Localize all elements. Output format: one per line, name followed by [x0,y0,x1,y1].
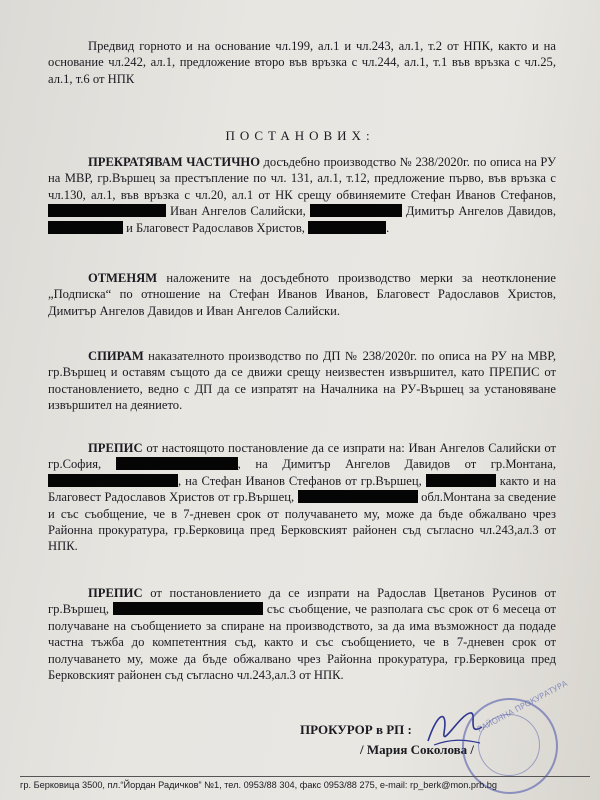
terminate-lead: ПРЕКРАТЯВАМ ЧАСТИЧНО [88,155,261,169]
revoke-text: наложените на досъдебното производство мерки за неотклонение „Подписка“ по отношение на Стефан Иванов Иванов, Благовест Радославов Христов, Димитър Ангелов Давидов и Иван Ангелов Салийски. [48,271,556,318]
suspend-lead: СПИРАМ [88,349,144,363]
redaction-bar [113,602,263,615]
redaction-bar [48,221,123,234]
redaction-bar [116,457,238,470]
paragraph-copy-defendants [48,440,556,555]
intro-text: Предвид горното и на основание чл.199, ал.1 и чл.243, ал.1, т.2 от НПК, както и на основание чл.242, ал.1, предложение второ във връзка с чл.244, ал.1, т.1 във връзка с чл.25, ал.1, т.6 от НПК [48,39,556,86]
copy-text-d: както и на Благовест Радославов Христов от гр.Вършец, [48,473,556,505]
signature-title: ПРОКУРОР в РП : [300,722,412,737]
office-stamp-icon: РАЙОННА ПРОКУРАТУРА [462,698,558,794]
copy-victim-text-a: от постановлението да се изпрати на Радослав Цветанов Русинов от гр.Вършец, [48,586,556,617]
signature-name: / Мария Соколова / [360,742,475,757]
intro-paragraph [48,38,556,87]
footer-address: гр. Берковица 3500, пл.“Йордан Радичков” №1, тел. 0953/88 304, факс 0953/88 275, e-mail: rp_berk@mon.prb.bg [20,776,590,790]
copy-text-e: обл.Монтана за сведение и със съобщение, че в 7-дневен срок от получаването му, може да бъде обжалвано чрез Районна прокуратура, гр.Берковица пред Берковският районен съд съгласно чл.243,ал.3 от НПК. [48,490,556,554]
paragraph-terminate [48,154,556,236]
decision-heading: ПОСТАНОВИХ: [225,128,375,143]
terminate-text-c: Димитър Ангелов Давидов, [401,204,556,219]
redaction-bar [48,204,166,217]
paragraph-suspend [48,348,556,414]
redaction-bar [308,221,386,234]
copy-victim-text-b: със съобщение, че разполага със срок от 6 месеца от получаване на съобщението за спиране на производството, за да има възможност да подаде частна тъжба до компетентния съд, както и със съобщението, че в 7-дневен срок от получаването му, може да бъде обжалвано чрез Районна прокуратура, гр.Берковица пред Берковският районен съд съгласно чл.243,ал.3 от НПК. [48,602,556,683]
copy-text-a: от настоящото постановление да се изпрати на: Иван Ангелов Салийски от гр.София, [48,441,556,472]
revoke-lead: ОТМЕНЯМ [88,271,158,285]
paragraph-revoke [48,270,556,319]
terminate-text-b: Иван Ангелов Салийски, [166,204,310,219]
terminate-text-a: досъдебно производство № 238/2020г. по описа на РУ на МВР, гр.Вършец за престъпление по чл. 131, ал.1, т.12, предложение първо, във връзка с чл.130, ал.1, във връзка с чл.20, ал.1 от НК срещу обвиняемите Стефан Иванов Стефанов, [48,155,556,202]
redaction-bar [48,474,178,487]
copy-lead: ПРЕПИС [88,441,143,455]
redaction-bar [298,490,418,503]
terminate-text-d: и Благовест Радославов Христов, [123,220,309,235]
copy-text-c: , на Стефан Иванов Стефанов от гр.Вършец, [178,473,426,488]
redaction-bar [426,474,496,487]
redaction-bar [310,204,402,217]
terminate-text-e: . [386,220,390,235]
paragraph-copy-victim [48,585,556,683]
copy-text-b: , на Димитър Ангелов Давидов от гр.Монтана, [237,457,556,472]
copy-victim-lead: ПРЕПИС [88,586,143,600]
suspend-text: наказателното производство по ДП № 238/2020г. по описа на РУ на МВР, гр.Вършец и оставям същото да се движи срещу неизвестен извършител, като ПРЕПИС от постановлението, ведно с ДП да се изпратят на Началника на РУ-Вършец за установяване извършител на деянието. [48,349,556,413]
